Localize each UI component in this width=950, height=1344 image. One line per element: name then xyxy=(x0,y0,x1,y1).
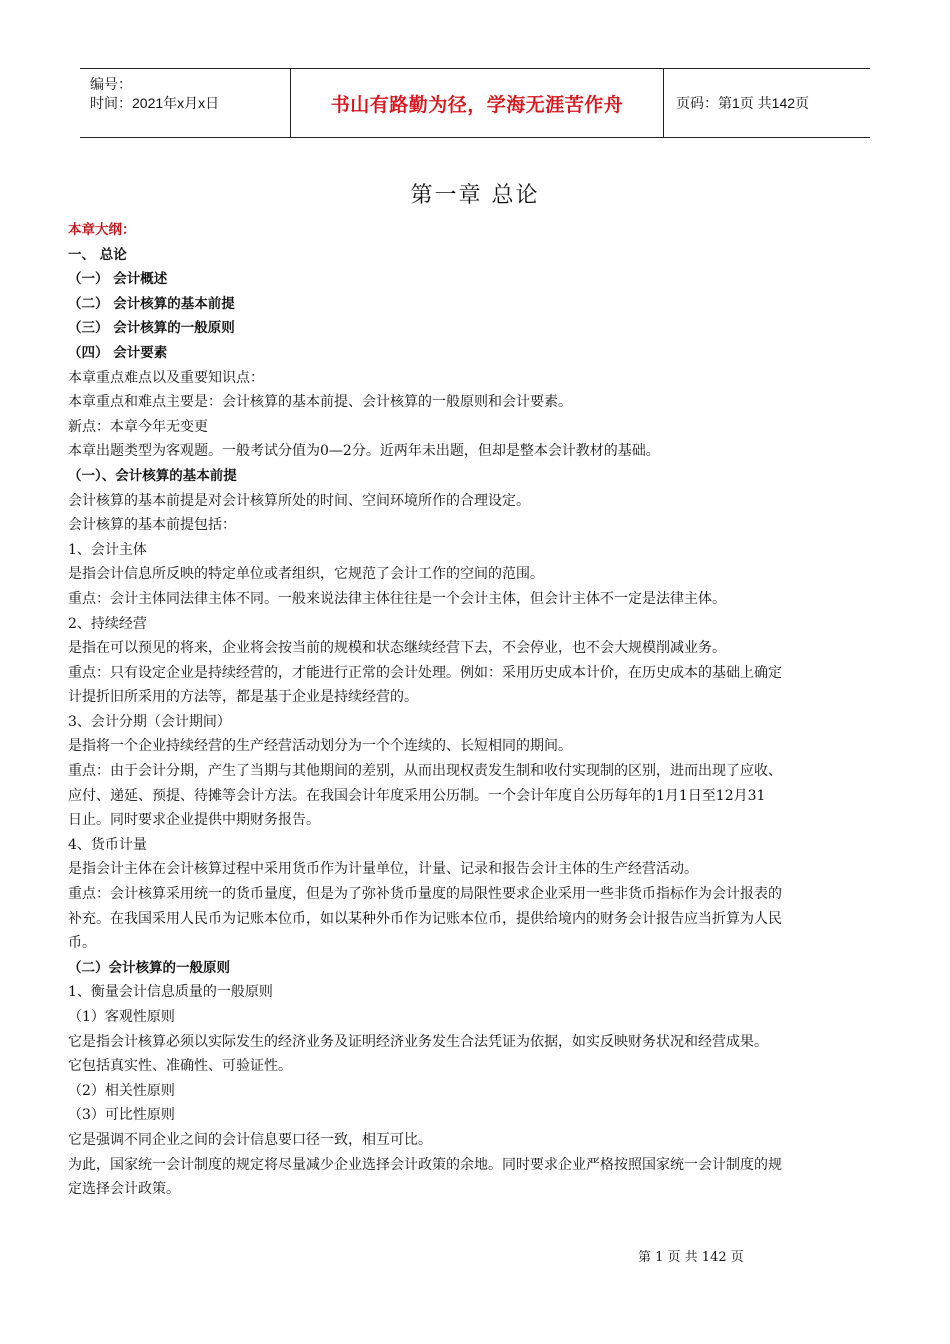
outline-item: （三） 会计核算的一般原则 xyxy=(68,320,235,337)
body-line: 1、会计主体 xyxy=(68,541,147,558)
body-line: 定选择会计政策。 xyxy=(68,1181,180,1198)
body-line: 补充。在我国采用人民币为记账本位币，如以某种外币作为记账本位币，提供给境内的财务会计报告应当折算为人民 xyxy=(68,910,782,927)
body-line: 币。 xyxy=(68,935,96,952)
body-line: 为此，国家统一会计制度的规定将尽量减少企业选择会计政策的余地。同时要求企业严格按照国家统一会计制度的规 xyxy=(68,1156,782,1173)
outline-item: （二） 会计核算的基本前提 xyxy=(68,295,235,312)
body-line: 计提折旧所采用的方法等，都是基于企业是持续经营的。 xyxy=(68,689,418,706)
outline-item: （四） 会计要素 xyxy=(68,344,168,361)
body-line: 新点：本章今年无变更 xyxy=(68,418,208,435)
body-line: 日止。同时要求企业提供中期财务报告。 xyxy=(68,812,320,829)
chapter-title: 第一章 总论 xyxy=(410,183,540,208)
body-line: 本章重点难点以及重要知识点： xyxy=(68,369,264,386)
body-line: 本章出题类型为客观题。一般考试分值为0—2分。近两年未出题，但却是整本会计教材的基础。 xyxy=(68,443,660,460)
document-header xyxy=(80,68,870,138)
body-line: 重点：只有设定企业是持续经营的，才能进行正常的会计处理。例如：采用历史成本计价，在历史成本的基础上确定 xyxy=(68,664,782,681)
body-line: 应付、递延、预提、待摊等会计方法。在我国会计年度采用公历制。一个会计年度自公历每年的1月1日至12月31 xyxy=(68,787,766,804)
body-line: （1）客观性原则 xyxy=(68,1009,175,1025)
body-line: 2、持续经营 xyxy=(68,615,147,632)
body-line: 本章重点和难点主要是：会计核算的基本前提、会计核算的一般原则和会计要素。 xyxy=(68,394,572,411)
body-line: 重点：会计核算采用统一的货币量度，但是为了弥补货币量度的局限性要求企业采用一些非货币指标作为会计报表的 xyxy=(68,886,782,903)
body-line: 是指会计主体在会计核算过程中采用货币作为计量单位，计量、记录和报告会计主体的生产经营活动。 xyxy=(68,861,698,878)
page-label: 页码：第1页 共142页 xyxy=(676,95,810,111)
body-line: 会计核算的基本前提包括： xyxy=(68,517,236,534)
body-line: 它包括真实性、准确性、可验证性。 xyxy=(68,1058,292,1075)
body-line: 它是强调不同企业之间的会计信息要口径一致，相互可比。 xyxy=(68,1131,432,1148)
body-line: 是指会计信息所反映的特定单位或者组织，它规范了会计工作的空间的范围。 xyxy=(68,566,544,583)
body-line: （2）相关性原则 xyxy=(68,1082,175,1099)
body-line: 1、衡量会计信息质量的一般原则 xyxy=(68,984,273,1001)
body-line: 重点：会计主体同法律主体不同。一般来说法律主体往往是一个会计主体，但会计主体不一定是法律主体。 xyxy=(68,590,726,607)
outline-heading: 本章大纲： xyxy=(68,222,136,238)
section-heading: （二）会计核算的一般原则 xyxy=(68,959,230,976)
body-line: 会计核算的基本前提是对会计核算所处的时间、空间环境所作的合理设定。 xyxy=(68,492,530,509)
number-label: 编号： xyxy=(90,76,132,92)
body-line: 是指在可以预见的将来，企业将会按当前的规模和状态继续经营下去，不会停业，也不会大规模削减业务。 xyxy=(68,640,726,657)
section-heading: （一）、会计核算的基本前提 xyxy=(68,467,237,484)
body-line: 3、会计分期（会计期间） xyxy=(68,713,231,730)
body-line: （3）可比性原则 xyxy=(68,1107,175,1124)
body-line: 它是指会计核算必须以实际发生的经济业务及证明经济业务发生合法凭证为依据，如实反映财务状况和经营成果。 xyxy=(68,1033,768,1050)
motto: 书山有路勤为径，学海无涯苦作舟 xyxy=(291,69,664,137)
header-meta-cell xyxy=(80,69,291,137)
body-line: 4、货币计量 xyxy=(68,836,147,853)
outline-item: 一、 总论 xyxy=(68,246,127,263)
page-footer: 第 1 页 共 142 页 xyxy=(638,1250,744,1265)
outline-item: （一） 会计概述 xyxy=(68,271,168,288)
body-line: 是指将一个企业持续经营的生产经营活动划分为一个个连续的、长短相同的期间。 xyxy=(68,738,572,755)
body-line: 重点：由于会计分期，产生了当期与其他期间的差别，从而出现权责发生制和收付实现制的区别，进而出现了应收、 xyxy=(68,763,782,780)
document-body xyxy=(68,218,888,1202)
time-label: 时间：2021年x月x日 xyxy=(90,95,220,111)
